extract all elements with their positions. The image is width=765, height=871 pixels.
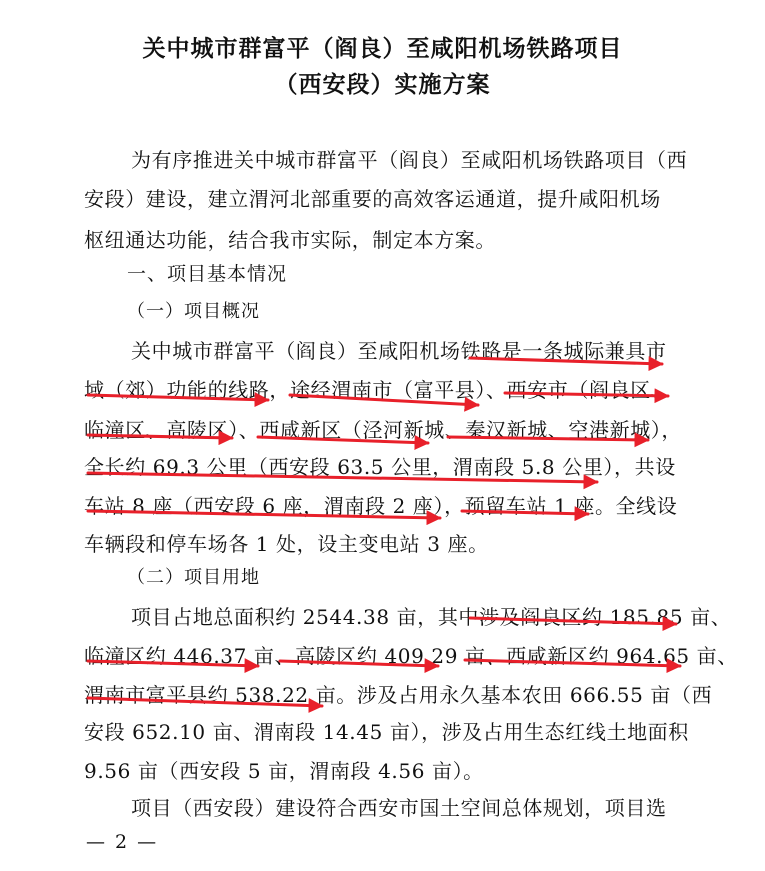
- document-title-line-1: 关中城市群富平（阎良）至咸阳机场铁路项目: [142, 36, 623, 62]
- section-1-heading: 一、项目基本情况: [127, 263, 288, 285]
- subsection-1-line-2: 域（郊）功能的线路，途经渭南市（富平县）、西安市（阎良区、: [84, 378, 672, 402]
- subsection-2-line-5: 9.56 亩（西安段 5 亩，渭南段 4.56 亩）。: [84, 759, 484, 783]
- subsection-2-line-3: 渭南市富平县约 538.22 亩。涉及占用永久基本农田 666.55 亩（西: [84, 683, 713, 707]
- intro-line-2: 安段）建设，建立渭河北部重要的高效客运通道，提升咸阳机场: [84, 187, 661, 211]
- subsection-1-line-1: 关中城市群富平（阎良）至咸阳机场铁路是一条城际兼具市: [131, 339, 667, 363]
- subsection-1-heading: （一）项目概况: [127, 301, 260, 322]
- subsection-1-line-3: 临潼区、高陵区）、西咸新区（泾河新城、秦汉新城、空港新城），: [84, 418, 682, 442]
- intro-line-1: 为有序推进关中城市群富平（阎良）至咸阳机场铁路项目（西: [131, 148, 688, 172]
- intro-line-3: 枢纽通达功能，结合我市实际，制定本方案。: [84, 228, 496, 252]
- subsection-2-heading: （二）项目用地: [127, 567, 260, 588]
- subsection-1-line-4: 全长约 69.3 公里（西安段 63.5 公里，渭南段 5.8 公里），共设: [84, 455, 676, 479]
- subsection-1-line-6: 车辆段和停车场各 1 处，设主变电站 3 座。: [84, 532, 489, 556]
- subsection-3-line-1: 项目（西安段）建设符合西安市国土空间总体规划，项目选: [131, 796, 667, 820]
- page-number: — 2 —: [86, 831, 159, 853]
- subsection-2-line-2: 临潼区约 446.37 亩、高陵区约 409.29 亩、西咸新区约 964.65 亩、: [84, 644, 738, 668]
- subsection-1-line-5: 车站 8 座（西安段 6 座，渭南段 2 座），预留车站 1 座。全线设: [84, 494, 678, 518]
- subsection-2-line-1: 项目占地总面积约 2544.38 亩，其中涉及阎良区约 185.85 亩、: [131, 605, 732, 629]
- subsection-2-line-4: 安段 652.10 亩、渭南段 14.45 亩），涉及占用生态红线土地面积: [84, 720, 689, 744]
- document-title-line-2: （西安段）实施方案: [274, 72, 491, 98]
